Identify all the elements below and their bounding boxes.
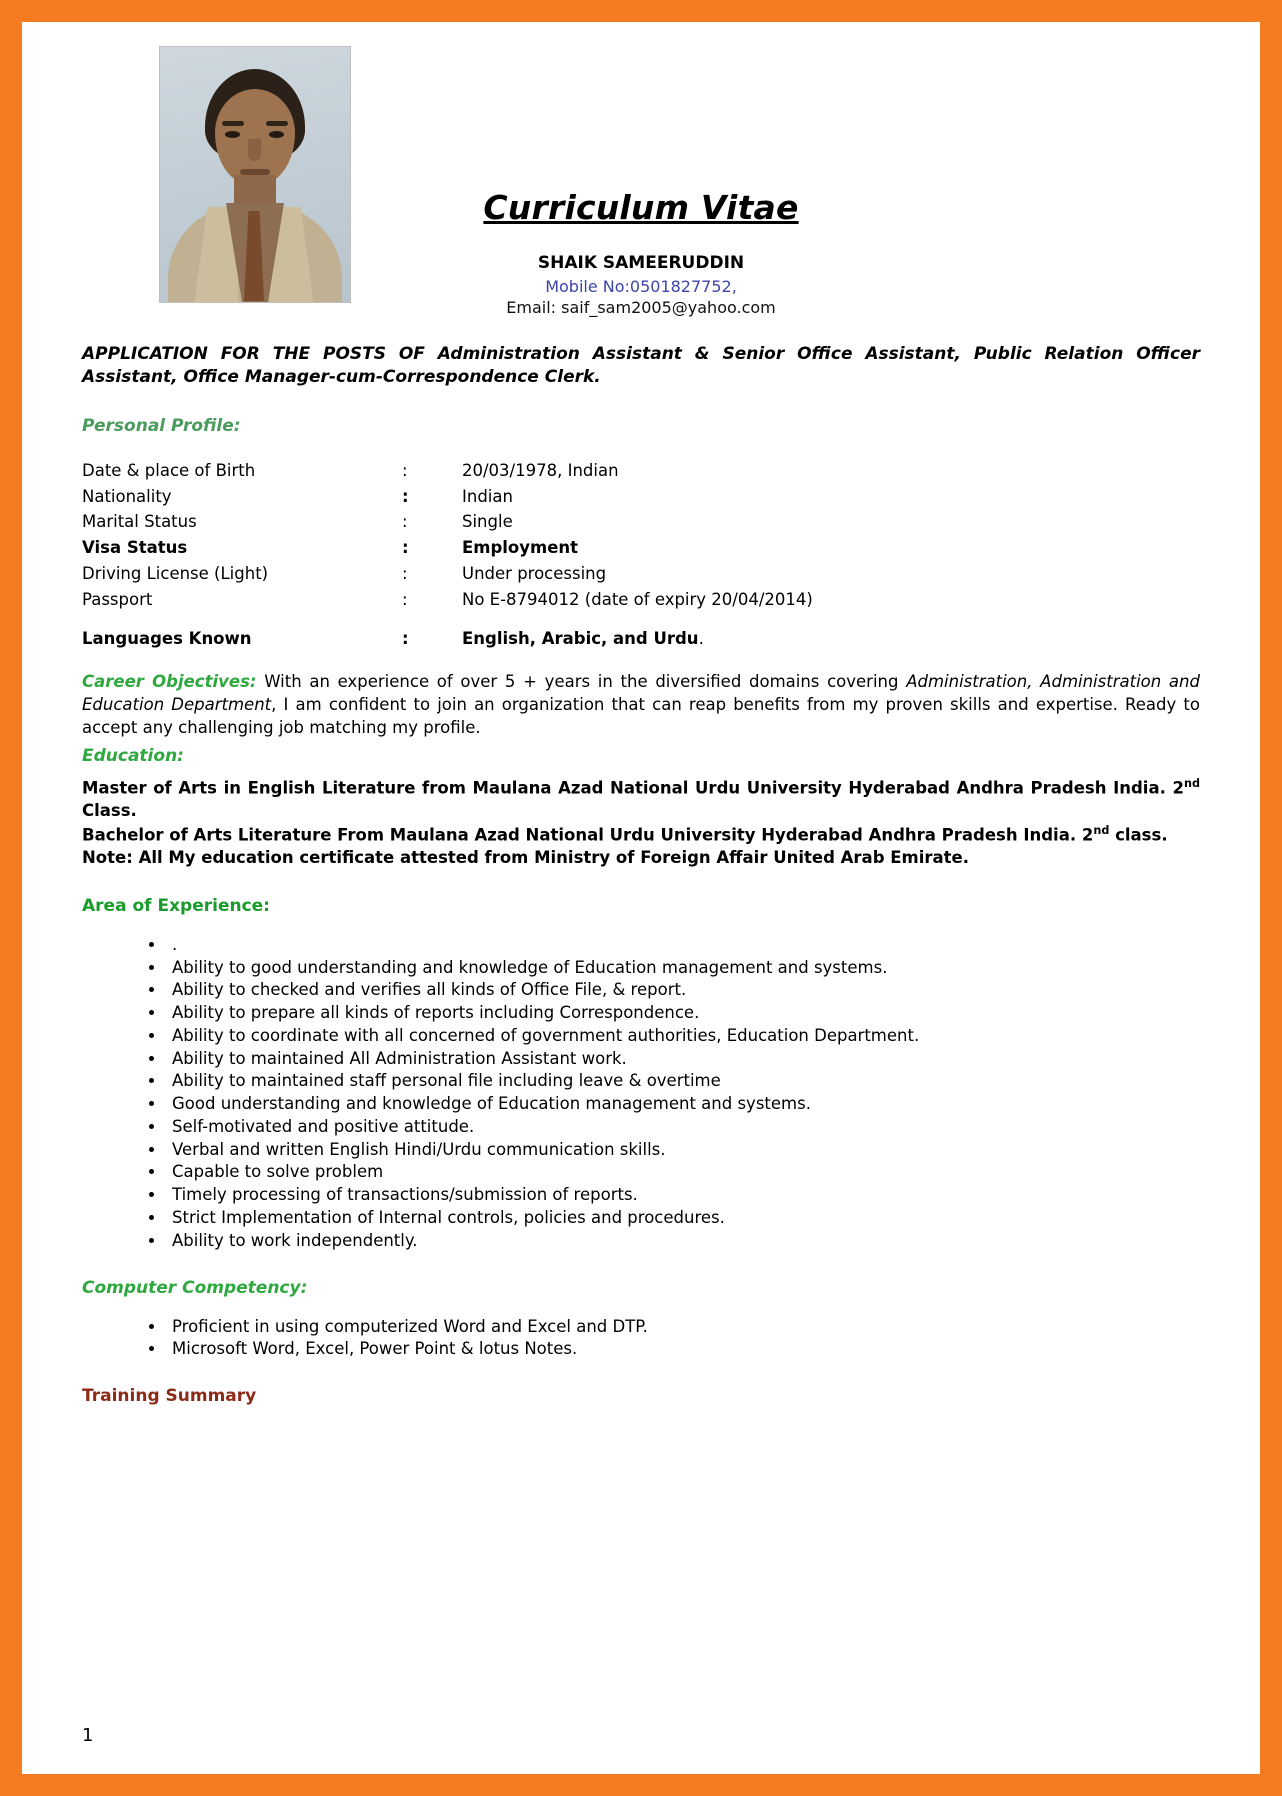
education-line-1-a: Master of Arts in English Literature from Maulana Azad National Urdu University Hyderabad Andhra Pradesh India. 2	[82, 778, 1184, 798]
profile-value: No E-8794012 (date of expiry 20/04/2014)	[462, 589, 813, 609]
profile-value: Single	[462, 512, 513, 532]
table-row	[82, 458, 813, 484]
list-item: • Ability to good understanding and knowledge of Education management and systems.	[166, 957, 1200, 979]
area-of-experience-list	[82, 934, 1200, 1252]
profile-photo	[159, 46, 351, 303]
section-heading-training-summary: Training Summary	[82, 1386, 257, 1407]
education-line-2	[82, 823, 1200, 847]
profile-value: Under processing	[462, 563, 607, 583]
profile-colon: :	[402, 538, 409, 558]
photo-nose	[248, 139, 261, 161]
table-row	[82, 587, 813, 613]
resume-sheet	[22, 22, 1260, 1774]
photo-brow-right	[266, 121, 288, 126]
career-objectives-paragraph	[82, 670, 1200, 740]
profile-label: Marital Status	[82, 512, 197, 532]
list-item: • Ability to prepare all kinds of reports including Correspondence.	[166, 1002, 1200, 1024]
profile-label: Driving License (Light)	[82, 563, 269, 583]
table-row	[82, 509, 813, 535]
section-heading-education: Education:	[82, 745, 184, 766]
education-line-2-sup: nd	[1093, 823, 1110, 837]
education-line-2-b: class.	[1109, 825, 1168, 845]
photo-eye-right	[269, 131, 284, 138]
profile-label: Passport	[82, 589, 153, 609]
photo-brow-left	[222, 121, 244, 126]
list-item: • Ability to work independently.	[166, 1230, 1200, 1252]
profile-colon: :	[402, 486, 409, 506]
education-line-1	[82, 776, 1200, 823]
profile-colon: :	[402, 563, 408, 583]
profile-colon: :	[402, 589, 408, 609]
list-item: • Timely processing of transactions/submission of reports.	[166, 1184, 1200, 1206]
section-heading-area-of-experience: Area of Experience:	[82, 895, 270, 916]
header-area	[82, 36, 1200, 317]
profile-label: Nationality	[82, 486, 172, 506]
career-text-after: , I am confident to join an organization that can reap benefits from my proven skills and expertise. Ready to accept any challenging job matching my profile.	[82, 694, 1200, 738]
page-number: 1	[82, 1725, 94, 1746]
photo-eye-left	[225, 131, 240, 138]
education-line-1-sup: nd	[1183, 776, 1200, 790]
education-line-2-a: Bachelor of Arts Literature From Maulana Azad National Urdu University Hyderabad Andhra Pradesh India. 2	[82, 825, 1094, 845]
list-item: • .	[166, 934, 1200, 956]
profile-value: Employment	[462, 538, 579, 558]
education-note: Note: All My education certificate attested from Ministry of Foreign Affair United Arab Emirate.	[82, 848, 969, 868]
section-heading-personal-profile: Personal Profile:	[82, 415, 241, 436]
list-item: • Proficient in using computerized Word and Excel and DTP.	[166, 1316, 1200, 1338]
languages-period: .	[698, 628, 704, 648]
career-text-before: With an experience of over 5 + years in the diversified domains covering	[256, 671, 907, 691]
computer-competency-list	[82, 1316, 1200, 1361]
table-row	[82, 561, 813, 587]
profile-label: Date & place of Birth	[82, 460, 256, 480]
list-item: • Microsoft Word, Excel, Power Point & lotus Notes.	[166, 1338, 1200, 1360]
contact-mobile: Mobile No:0501827752,	[545, 277, 737, 296]
education-block	[82, 776, 1200, 870]
list-item: • Self-motivated and positive attitude.	[166, 1116, 1200, 1138]
candidate-name: SHAIK SAMEERUDDIN	[537, 253, 745, 273]
table-row	[82, 535, 813, 561]
languages-value: English, Arabic, and Urdu	[462, 628, 699, 648]
list-item: • Strict Implementation of Internal controls, policies and procedures.	[166, 1207, 1200, 1229]
languages-label: Languages Known	[82, 628, 252, 648]
profile-value: Indian	[462, 486, 513, 506]
profile-label: Visa Status	[82, 538, 188, 558]
list-item: • Capable to solve problem	[166, 1161, 1200, 1183]
list-item: • Ability to coordinate with all concerned of government authorities, Education Department.	[166, 1025, 1200, 1047]
profile-colon: :	[402, 460, 408, 480]
application-statement: APPLICATION FOR THE POSTS OF Administration Assistant & Senior Office Assistant, Public Relation Officer Assistant, Office Manager-cum-Correspondence Clerk.	[82, 344, 1200, 388]
languages-colon: :	[402, 628, 409, 648]
profile-value: 20/03/1978, Indian	[462, 460, 619, 480]
contact-email: Email: saif_sam2005@yahoo.com	[506, 298, 776, 317]
list-item: • Good understanding and knowledge of Education management and systems.	[166, 1093, 1200, 1115]
section-heading-computer-competency: Computer Competency:	[82, 1277, 308, 1298]
list-item: • Verbal and written English Hindi/Urdu communication skills.	[166, 1139, 1200, 1161]
languages-known-row	[82, 629, 1200, 648]
career-objectives-heading: Career Objectives:	[82, 671, 257, 691]
table-row	[82, 484, 813, 510]
list-item: • Ability to checked and verifies all kinds of Office File, & report.	[166, 979, 1200, 1001]
list-item: • Ability to maintained staff personal file including leave & overtime	[166, 1070, 1200, 1092]
career-emphasis: Administration, Administration and Education Department	[82, 671, 1200, 714]
list-item: • Ability to maintained All Administration Assistant work.	[166, 1048, 1200, 1070]
page-title: Curriculum Vitae	[483, 188, 799, 227]
education-line-1-b: Class.	[82, 801, 137, 821]
profile-colon: :	[402, 512, 408, 532]
personal-profile-table	[82, 458, 813, 613]
